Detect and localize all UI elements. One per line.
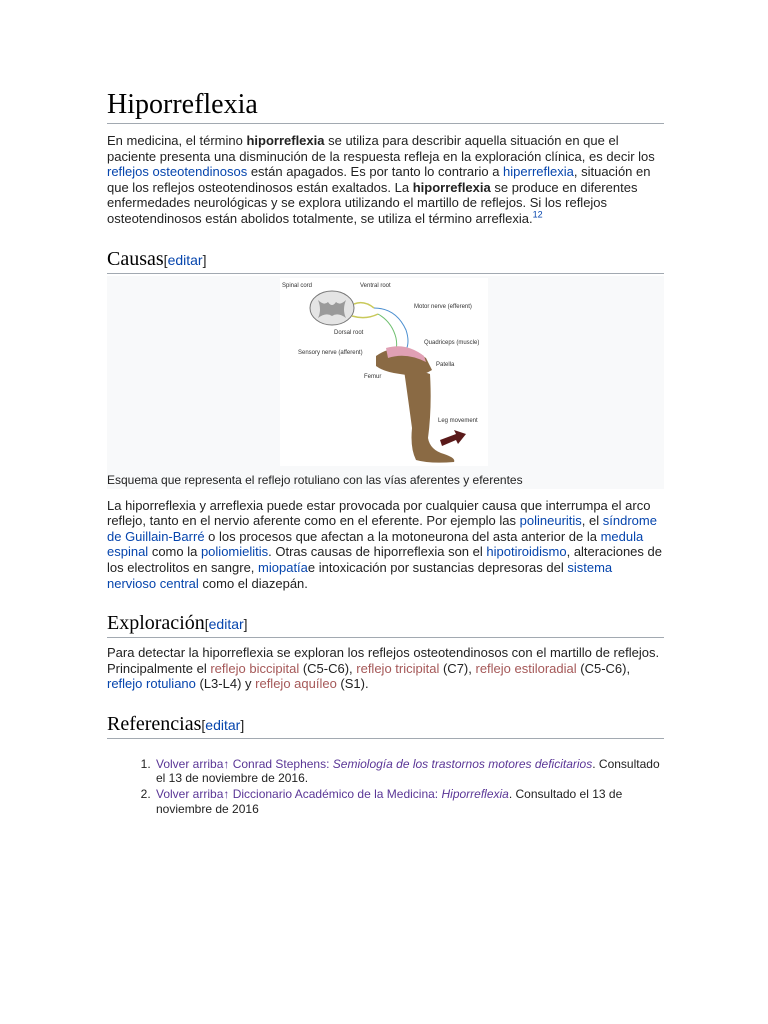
- edit-link-referencias[interactable]: editar: [205, 716, 241, 733]
- back-to-top-link[interactable]: Volver arriba↑: [156, 787, 230, 802]
- leg-movement-arrow: [440, 430, 466, 446]
- back-to-top-link[interactable]: Volver arriba↑: [156, 756, 230, 771]
- edit-link-exploracion[interactable]: editar: [208, 616, 244, 633]
- edit-section: [editar]: [201, 716, 245, 733]
- link-medula-espinal[interactable]: medula espinal: [107, 528, 644, 560]
- bold-term: hiporreflexia: [246, 133, 325, 148]
- edit-section: [editar]: [163, 251, 207, 268]
- references-list: [107, 757, 664, 817]
- link-hiperreflexia[interactable]: hiperreflexia: [503, 164, 574, 180]
- reference-work-title: Semiología de los trastornos motores deficitarios: [332, 756, 593, 771]
- link-poliomielitis[interactable]: poliomielitis: [200, 544, 269, 560]
- reference-work-title: Hiporreflexia: [441, 787, 509, 802]
- page-title: Hiporreflexia: [107, 88, 664, 124]
- label-quadriceps: Quadriceps (muscle): [424, 339, 480, 346]
- causas-paragraph: La hiporreflexia y arreflexia puede estar provocada por cualquier causa que interrumpa el arco reflejo, tanto en el nervio aferente como en el eferente. Por ejemplo las polineuritis, el síndrome de Guillain-Barré o los procesos que afectan a la motoneurona del asta anterior de la medula espinal como la poliomielitis. Otras causas de hiporreflexia son el hipotiroidismo, alteraciones de los electrolitos en sangre, miopatíae intoxicación por sustancias depresoras del sistema nervioso central como el diazepán.: [107, 497, 662, 591]
- link-hipotiroidismo[interactable]: hipotiroidismo: [486, 544, 567, 560]
- label-motor-nerve: Motor nerve (efferent): [414, 303, 472, 310]
- label-leg-movement: Leg movement: [438, 417, 478, 424]
- edit-section: [editar]: [204, 616, 248, 633]
- edit-link-causas[interactable]: editar: [167, 251, 203, 268]
- reference-superscript: [533, 210, 543, 220]
- link-reflejo-aquileo[interactable]: reflejo aquíleo: [255, 676, 337, 692]
- label-dorsal-root: Dorsal root: [334, 329, 364, 336]
- reflex-diagram-svg: [280, 278, 488, 466]
- figure-caption: Esquema que representa el reflejo rotuliano con las vías aferentes y eferentes: [107, 472, 523, 487]
- exploracion-paragraph: Para detectar la hiporreflexia se exploran los reflejos osteotendinosos con el martillo de reflejos. Principalmente el reflejo biccipital (C5-C6), reflejo tricipital (C7), reflejo estiloradial (C5-C6), reflejo rotuliano (L3-L4) y reflejo aquíleo (S1).: [107, 645, 660, 692]
- label-sensory-nerve: Sensory nerve (afferent): [298, 349, 363, 356]
- bold-term: hiporreflexia: [412, 179, 491, 195]
- link-miopatia[interactable]: miopatía: [258, 559, 308, 575]
- label-femur: Femur: [364, 373, 382, 380]
- section-heading-exploracion: Exploración[editar]: [107, 611, 664, 638]
- link-guillain-barre[interactable]: síndrome de Guillain-Barré: [107, 513, 657, 544]
- section-heading-causas: Causas[editar]: [107, 247, 664, 274]
- reflex-diagram-image[interactable]: [280, 278, 488, 466]
- link-reflejo-tricipital[interactable]: reflejo tricipital: [356, 660, 440, 676]
- link-sistema-nervioso-central[interactable]: sistema nervioso central: [107, 559, 613, 591]
- reference-item: 2. Volver arriba↑ Diccionario Académico de la Medicina: Hiporreflexia. Consultado el 13 de noviembre de 2016: [154, 787, 664, 816]
- link-reflejo-estiloradial[interactable]: reflejo estiloradial: [475, 660, 577, 676]
- link-reflejos-osteotendinosos[interactable]: reflejos osteotendinosos: [107, 164, 248, 180]
- figure-thumbnail: [107, 276, 664, 489]
- label-ventral-root: Ventral root: [360, 282, 391, 289]
- link-reflejo-biccipital[interactable]: reflejo biccipital: [210, 660, 300, 676]
- lower-leg-shape: [404, 370, 454, 463]
- reference-link[interactable]: 12: [532, 209, 543, 220]
- reference-item: 1. Volver arriba↑ Conrad Stephens: Semiología de los trastornos motores deficitarios. Consultado el 13 de noviembre de 2016.: [154, 757, 664, 786]
- intro-paragraph: En medicina, el término hiporreflexia se utiliza para describir aquella situación en que el paciente presenta una disminución de la respuesta refleja en la exploración clínica, es decir los reflejos osteotendinosos están apagados. Es por tanto lo contrario a hiperreflexia, situación en que los reflejos osteotendinosos están exaltados. La hiporreflexia se produce en diferentes enfermedades neurológicas y se explora utilizando el martillo de reflejos. Si los reflejos osteotendinosos están abolidos totalmente, se utiliza el término arreflexia.$^{12}$: [107, 133, 655, 226]
- label-spinal-cord: Spinal cord: [282, 282, 313, 289]
- ventral-root-line: [354, 302, 374, 307]
- article-content: [107, 88, 664, 818]
- link-reflejo-rotuliano[interactable]: reflejo rotuliano: [107, 676, 196, 692]
- link-polineuritis[interactable]: polineuritis: [519, 513, 582, 529]
- dorsal-root-line: [352, 314, 378, 318]
- section-heading-referencias: Referencias[editar]: [107, 712, 664, 739]
- label-patella: Patella: [436, 361, 455, 368]
